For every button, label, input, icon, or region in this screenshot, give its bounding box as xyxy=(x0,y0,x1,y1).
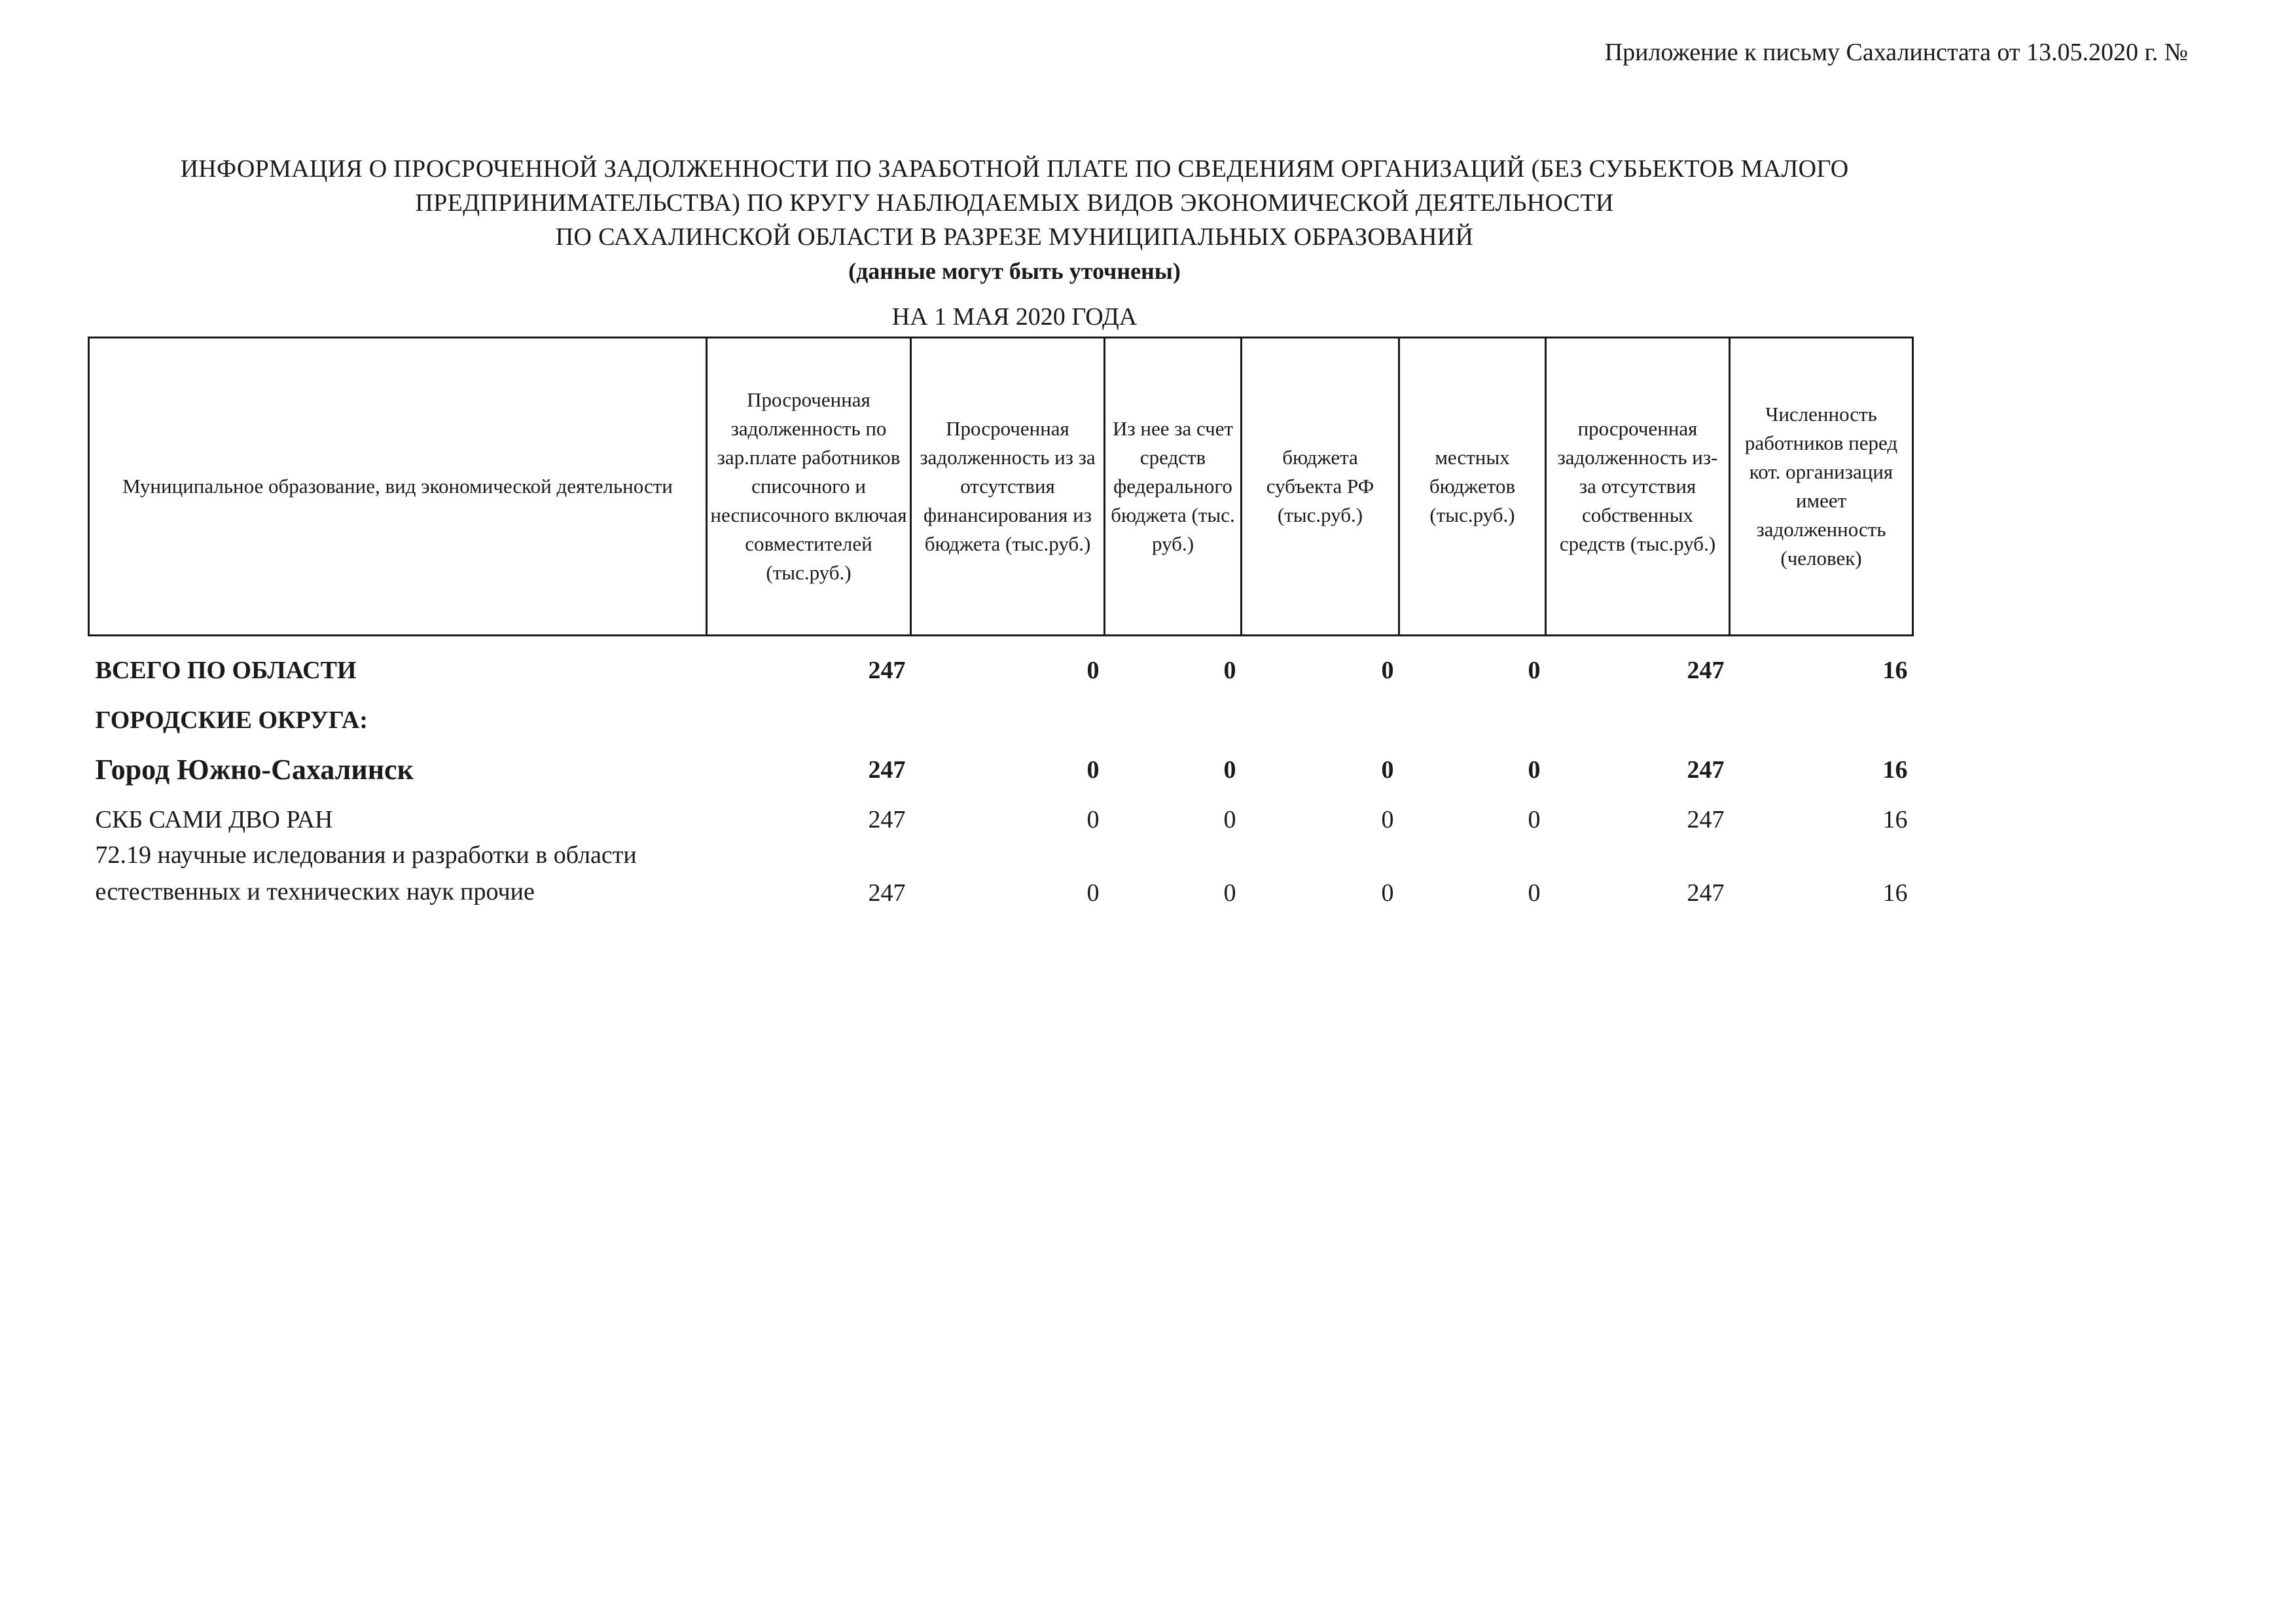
table-row-organization xyxy=(89,787,1913,837)
row-name xyxy=(89,837,707,910)
cell-employee-count: 16 xyxy=(1882,756,1908,784)
header-total-debt: Просроченная задолженность по зар.плате работников списочного и несписочного включая совместителей (тыс.руб.) xyxy=(707,338,911,636)
debt-table xyxy=(88,337,1914,910)
cell-employee-count: 16 xyxy=(1882,806,1908,833)
report-note: (данные могут быть уточнены) xyxy=(848,258,1181,284)
cell-total-debt: 247 xyxy=(868,879,906,907)
header-own-funds-debt: просроченная задолженность из-за отсутствия собственных средств (тыс.руб.) xyxy=(1546,338,1730,636)
cell-local-budgets: 0 xyxy=(1528,806,1541,833)
row-name: ВСЕГО ПО ОБЛАСТИ xyxy=(95,657,357,684)
cell-regional-budget: 0 xyxy=(1381,879,1394,907)
cell-own-funds-debt: 247 xyxy=(1687,657,1725,684)
header-employee-count: Численность работников перед кот. организация имеет задолженность (человек) xyxy=(1730,338,1913,636)
header-federal-budget: Из нее за счет средств федерального бюджета (тыс. руб.) xyxy=(1105,338,1242,636)
row-name-line-1: 72.19 научные иследования и разработки в области xyxy=(95,841,637,869)
cell-employee-count: 16 xyxy=(1882,879,1908,907)
cell-regional-budget: 0 xyxy=(1381,657,1394,684)
report-title-line-2: ПРЕДПРИНИМАТЕЛЬСТВА) ПО КРУГУ НАБЛЮДАЕМЫХ ВИДОВ ЭКОНОМИЧЕСКОЙ ДЕЯТЕЛЬНОСТИ xyxy=(415,189,1614,217)
header-budget-debt: Просроченная задолженность из за отсутствия финансирования из бюджета (тыс.руб.) xyxy=(911,338,1105,636)
row-name: СКБ САМИ ДВО РАН xyxy=(95,806,333,833)
row-name: ГОРОДСКИЕ ОКРУГА: xyxy=(95,706,368,734)
cell-local-budgets: 0 xyxy=(1528,756,1541,784)
cell-budget-debt: 0 xyxy=(1086,879,1100,907)
cell-regional-budget: 0 xyxy=(1381,756,1394,784)
row-name: Город Южно-Сахалинск xyxy=(95,754,414,786)
table-row-city-districts-group xyxy=(89,687,1913,737)
table-row-city xyxy=(89,737,1913,787)
cell-federal-budget: 0 xyxy=(1223,657,1236,684)
cell-total-debt: 247 xyxy=(868,756,906,784)
cell-local-budgets: 0 xyxy=(1528,657,1541,684)
row-name-line-2: естественных и технических наук прочие xyxy=(95,878,535,905)
cell-local-budgets: 0 xyxy=(1528,879,1541,907)
cell-federal-budget: 0 xyxy=(1223,879,1236,907)
report-heading xyxy=(79,152,1950,334)
table-header-row xyxy=(89,338,1913,636)
report-title-line-1: ИНФОРМАЦИЯ О ПРОСРОЧЕННОЙ ЗАДОЛЖЕННОСТИ ПО ЗАРАБОТНОЙ ПЛАТЕ ПО СВЕДЕНИЯМ ОРГАНИЗАЦИЙ (БЕЗ СУБЬЕКТОВ МАЛОГО xyxy=(180,155,1849,183)
cell-budget-debt: 0 xyxy=(1086,756,1100,784)
cell-total-debt: 247 xyxy=(868,657,906,684)
annex-note: Приложение к письму Сахалинстата от 13.05.2020 г. № xyxy=(1604,39,2188,66)
cell-total-debt: 247 xyxy=(868,806,906,833)
cell-federal-budget: 0 xyxy=(1223,806,1236,833)
header-local-budgets: местных бюджетов (тыс.руб.) xyxy=(1399,338,1546,636)
cell-federal-budget: 0 xyxy=(1223,756,1236,784)
cell-employee-count: 16 xyxy=(1882,657,1908,684)
cell-budget-debt: 0 xyxy=(1086,806,1100,833)
cell-own-funds-debt: 247 xyxy=(1687,879,1725,907)
table-row-activity xyxy=(89,837,1913,910)
cell-own-funds-debt: 247 xyxy=(1687,756,1725,784)
report-date: НА 1 МАЯ 2020 ГОДА xyxy=(891,303,1138,331)
cell-own-funds-debt: 247 xyxy=(1687,806,1725,833)
header-municipality: Муниципальное образование, вид экономической деятельности xyxy=(89,338,707,636)
table-row-region-total xyxy=(89,636,1913,688)
header-regional-budget: бюджета субъекта РФ (тыс.руб.) xyxy=(1242,338,1399,636)
cell-budget-debt: 0 xyxy=(1086,657,1100,684)
cell-regional-budget: 0 xyxy=(1381,806,1394,833)
report-title-line-3: ПО САХАЛИНСКОЙ ОБЛАСТИ В РАЗРЕЗЕ МУНИЦИПАЛЬНЫХ ОБРАЗОВАНИЙ xyxy=(555,223,1474,251)
